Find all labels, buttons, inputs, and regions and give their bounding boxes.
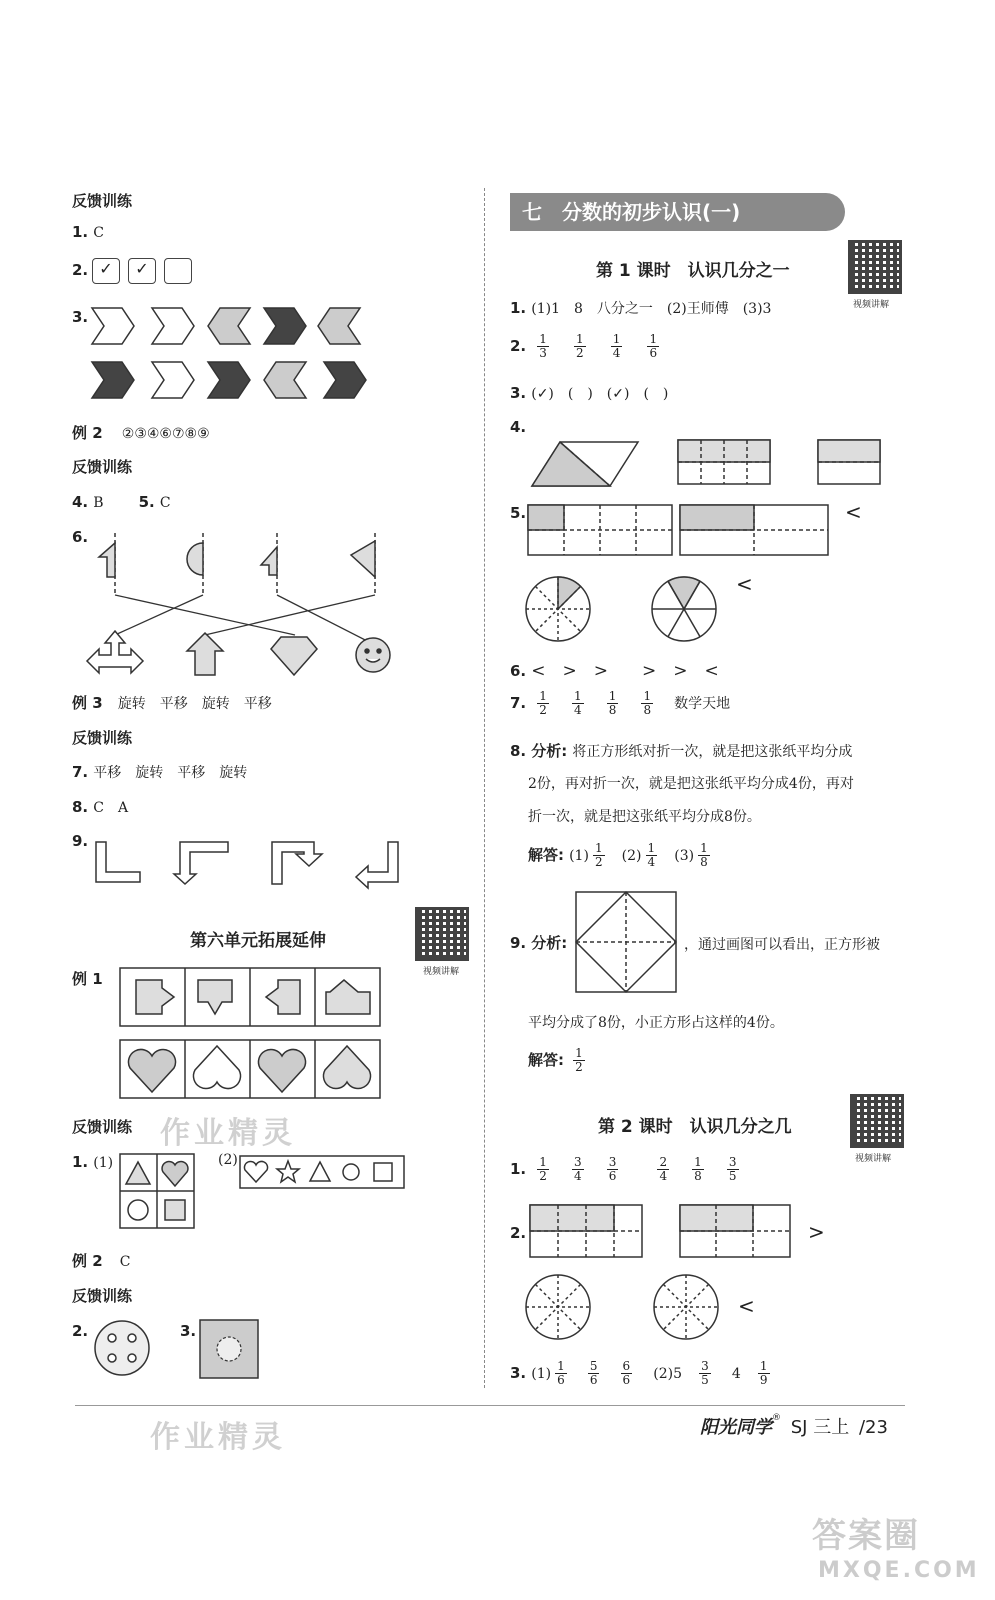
symmetry-matching-figure <box>85 525 405 690</box>
watermark-site: MXQE.COM <box>818 1558 980 1583</box>
feedback-heading: 反馈训练 <box>72 192 133 210</box>
q7-row: 7. 平移 旋转 平移 旋转 <box>72 763 248 781</box>
lesson2-title: 第 2 课时 认识几分之几 <box>598 1117 792 1137</box>
example1-label: 例 1 <box>72 970 103 988</box>
shapes-sequence-figure <box>238 1154 408 1192</box>
r8-answer: 解答: (1) $\frac{1}{2}$ (2) $\frac{1}{4}$ (3) $\frac{1}{8}$ <box>528 841 708 869</box>
r7-row: 7. $\frac{1}{2}$ $\frac{1}{4}$ $\frac{1}{8}$ $\frac{1}{8}$ 数学天地 <box>510 689 731 717</box>
square-hole-figure <box>198 1318 262 1382</box>
q1-row: 1. C <box>72 223 104 241</box>
checkbox-1: ✓ <box>92 258 120 284</box>
column-divider <box>484 188 486 1388</box>
r9-text2: 平均分成了8份，小正方形占这样的4份。 <box>528 1015 784 1031</box>
q4-q5-row: 4. B 5. C <box>72 493 171 511</box>
pattern-grid-figure <box>118 966 388 1101</box>
q2-row: 2. <box>72 261 89 279</box>
footer-divider <box>75 1405 905 1406</box>
r1-row: 1. (1)1 8 八分之一 (2)王师傅 (3)3 <box>510 299 772 317</box>
l-shapes-figure <box>88 838 408 893</box>
q8-row: 8. C A <box>72 798 129 816</box>
r8-line3: 折一次，就是把这张纸平均分成8份。 <box>528 809 761 825</box>
s2-compare-symbol: > <box>808 1220 825 1244</box>
r4-number: 4. <box>510 418 527 436</box>
example2b-row: 例 2 C <box>72 1252 131 1270</box>
q3-number: 3. <box>72 308 89 326</box>
s1-row: 1. $\frac{1}{2}$ $\frac{3}{4}$ $\frac{3}{6}$ $\frac{2}{4}$ $\frac{1}{8}$ $\frac{3}{5}$ <box>510 1155 737 1183</box>
q1b-part2-label: (2) <box>218 1152 238 1168</box>
qr-caption: 视频讲解 <box>423 967 460 977</box>
qr-code-icon[interactable] <box>848 240 902 294</box>
checkbox-3 <box>164 258 192 284</box>
shaded-shapes-figure <box>530 432 890 492</box>
qr-caption: 视频讲解 <box>853 300 890 310</box>
example3-row: 例 3 旋转 平移 旋转 平移 <box>72 694 272 712</box>
feedback-heading-4: 反馈训练 <box>72 1118 133 1136</box>
s2-number: 2. <box>510 1224 527 1242</box>
button-circle-figure <box>88 1318 158 1378</box>
fraction-rectangles-figure-2 <box>528 1203 798 1261</box>
r8-line2: 2份，再对折一次，就是把这张纸平均分成4份，再对 <box>528 776 854 792</box>
r9-text1: ，通过画图可以看出，正方形被 <box>684 937 880 953</box>
chevron-shapes-figure <box>88 302 388 402</box>
watermark-text: 作业精灵 <box>160 1116 296 1151</box>
unit6-extension-title: 第六单元拓展延伸 <box>190 931 326 951</box>
r9-answer: 解答: $\frac{1}{2}$ <box>528 1046 583 1074</box>
r8-line1: 8. 分析: 将正方形纸对折一次，就是把这张纸平均分成 <box>510 742 853 760</box>
chapter-title-banner: 七 分数的初步认识(一) <box>510 193 845 231</box>
qr-code-icon[interactable] <box>850 1094 904 1148</box>
folded-square-figure <box>574 890 680 996</box>
q1b-row: 1. (1) <box>72 1153 114 1171</box>
q9-number: 9. <box>72 832 89 850</box>
fraction-circles-figure-2 <box>524 1272 724 1342</box>
r2-row: 2. $\frac{1}{3}$ $\frac{1}{2}$ $\frac{1}{4}$ $\frac{1}{6}$ <box>510 332 658 360</box>
watermark-logo: 答案圈 <box>812 1516 920 1556</box>
shapes-grid-figure <box>118 1152 198 1232</box>
fraction-circles-figure <box>522 574 722 644</box>
s3-row: 3. (1) $\frac{1}{6}$ $\frac{5}{6}$ $\frac{6}{6}$ (2)5 $\frac{3}{5}$ 4 $\frac{1}{9}$ <box>510 1359 768 1387</box>
r3-row: 3. (✓) ( ) (✓) ( ) <box>510 384 669 402</box>
r5-compare-symbol: < <box>845 500 862 524</box>
s2-compare-symbol-2: < <box>738 1294 755 1318</box>
fraction-rectangles-figure <box>526 503 836 561</box>
q2b-number: 2. <box>72 1322 89 1340</box>
qr-code-icon[interactable] <box>415 907 469 961</box>
lesson1-title: 第 1 课时 认识几分之一 <box>596 261 790 281</box>
footer-brand: 阳光同学® SJ 三上 /23 <box>700 1413 888 1438</box>
q6-number: 6. <box>72 528 89 546</box>
r9-label: 9. 分析: <box>510 934 568 952</box>
feedback-heading-2: 反馈训练 <box>72 458 133 476</box>
r5-number: 5. <box>510 504 527 522</box>
r6-row: 6. < > > > > < <box>510 661 719 681</box>
checkbox-2: ✓ <box>128 258 156 284</box>
q3b-number: 3. <box>180 1322 197 1340</box>
feedback-heading-3: 反馈训练 <box>72 729 133 747</box>
r5-compare-symbol-2: < <box>736 572 753 596</box>
feedback-heading-5: 反馈训练 <box>72 1287 133 1305</box>
watermark-text-2: 作业精灵 <box>150 1420 286 1455</box>
example2-row: 例 2 ②③④⑥⑦⑧⑨ <box>72 424 210 442</box>
qr-caption: 视频讲解 <box>855 1154 892 1164</box>
